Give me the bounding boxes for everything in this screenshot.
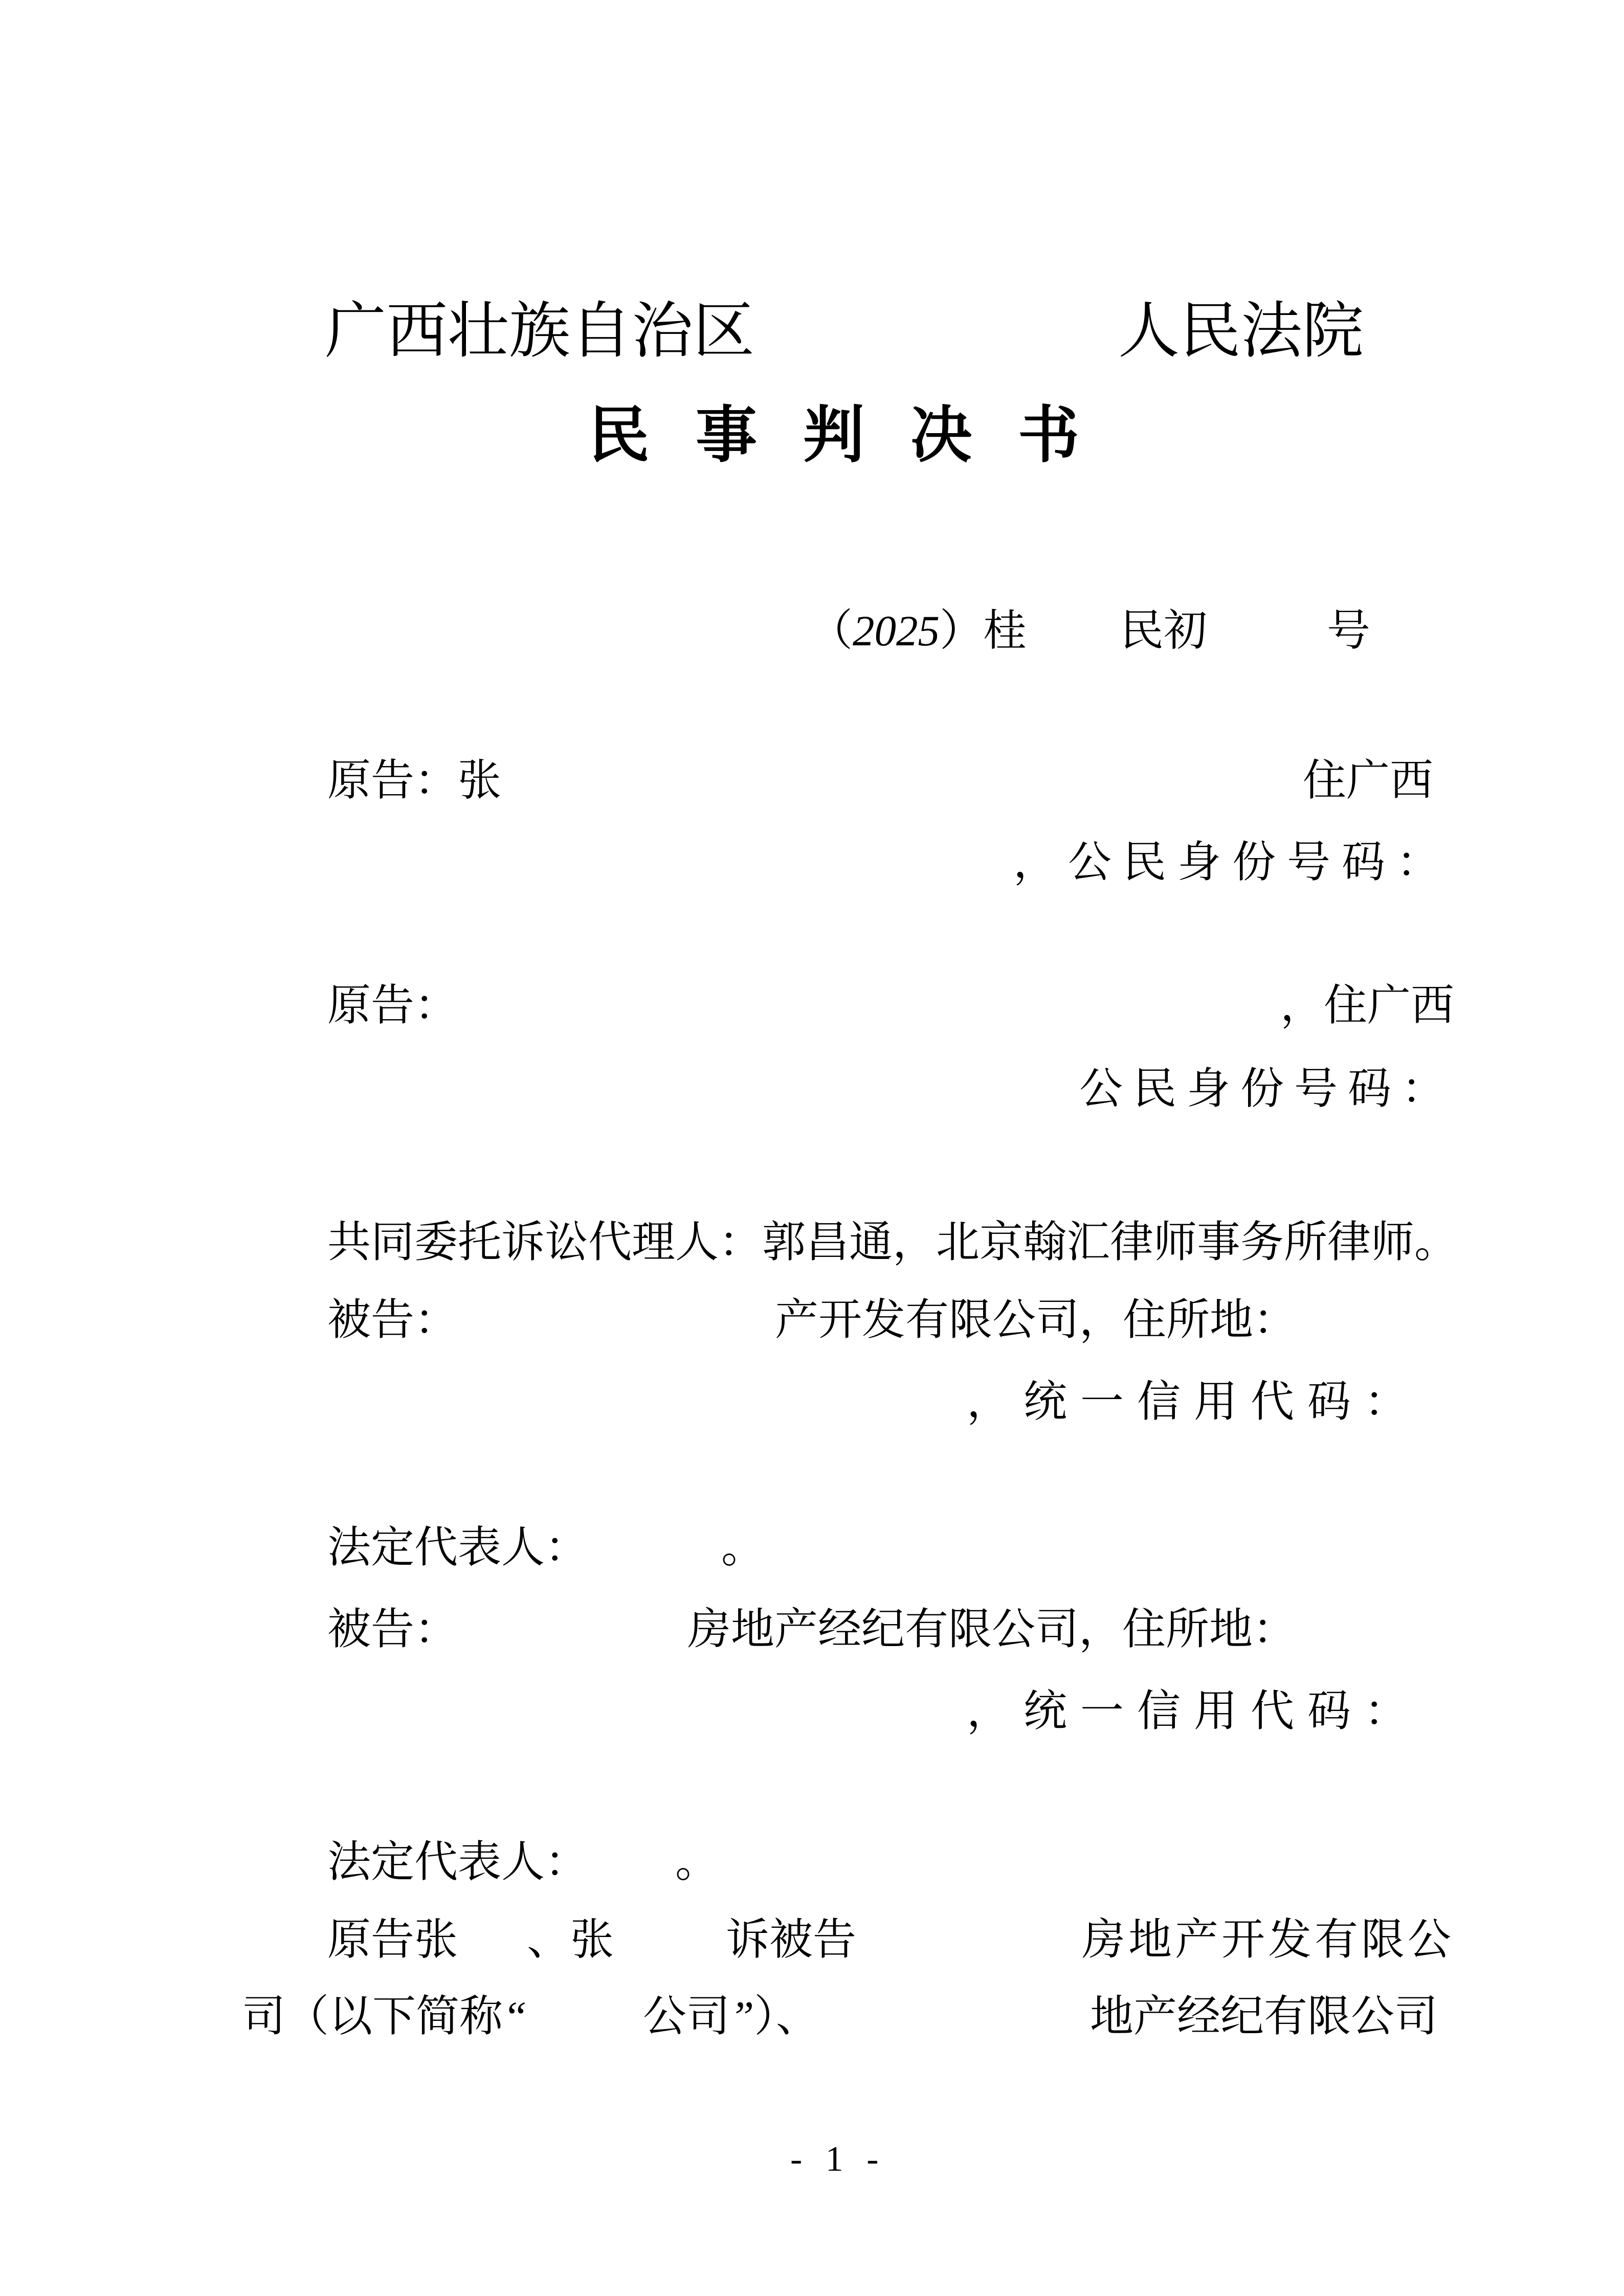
- summary-line2-abbrev-open: 司（以下简称“: [242, 1993, 527, 2041]
- defendant2-rep-label: 法定代表人：: [327, 1838, 589, 1886]
- page-number: - 1 -: [790, 2140, 886, 2179]
- summary-line2-abbrev-close: 公司”）、: [643, 1993, 819, 2041]
- summary-line1-plaintiffs: 原告张: [327, 1916, 458, 1964]
- plaintiff2-label: 原告：: [327, 982, 458, 1030]
- case-number-middle: 民初: [1120, 607, 1208, 655]
- defendant2-credit-line: ，统一信用代码：: [967, 1687, 1421, 1736]
- defendant2-rep-period: 。: [675, 1838, 719, 1886]
- plaintiff1-residence: 住广西: [1303, 757, 1434, 805]
- defendant1-credit-line: ，统一信用代码：: [967, 1378, 1421, 1426]
- defendant2-label: 被告：: [327, 1606, 458, 1654]
- case-number-prefix: （2025）桂: [809, 607, 1027, 655]
- defendant1-name-rest: 产开发有限公司，住所地：: [775, 1296, 1297, 1344]
- plaintiff1-label: 原告：张: [327, 757, 502, 805]
- defendant1-rep-period: 。: [721, 1524, 765, 1572]
- summary-line1-company: 房地产开发有限公: [1082, 1916, 1455, 1964]
- defendant1-rep-label: 法定代表人：: [327, 1524, 589, 1572]
- summary-line1-plaintiff2: 、张: [527, 1916, 614, 1964]
- document-type-heading: 民事判决书: [588, 401, 1125, 469]
- summary-line2-company2: 地产经纪有限公司: [1090, 1993, 1438, 2041]
- court-name-suffix: 人民法院: [1118, 297, 1364, 365]
- plaintiff1-id-line: ，公民身份号码：: [1013, 839, 1452, 887]
- defendant1-label: 被告：: [327, 1296, 458, 1344]
- summary-line1-vs-defendant: 诉被告: [726, 1916, 857, 1964]
- court-name-prefix: 广西壮族自治区: [325, 297, 754, 365]
- defendant2-name-rest: 房地产经纪有限公司，住所地：: [687, 1606, 1297, 1654]
- joint-agent-line: 共同委托诉讼代理人：郭昌通，北京翰汇律师事务所律师。: [327, 1219, 1458, 1267]
- plaintiff2-id-line: 公民身份号码：: [1079, 1065, 1456, 1113]
- plaintiff2-residence: ，住广西: [1280, 982, 1455, 1030]
- case-number-suffix: 号: [1327, 607, 1371, 655]
